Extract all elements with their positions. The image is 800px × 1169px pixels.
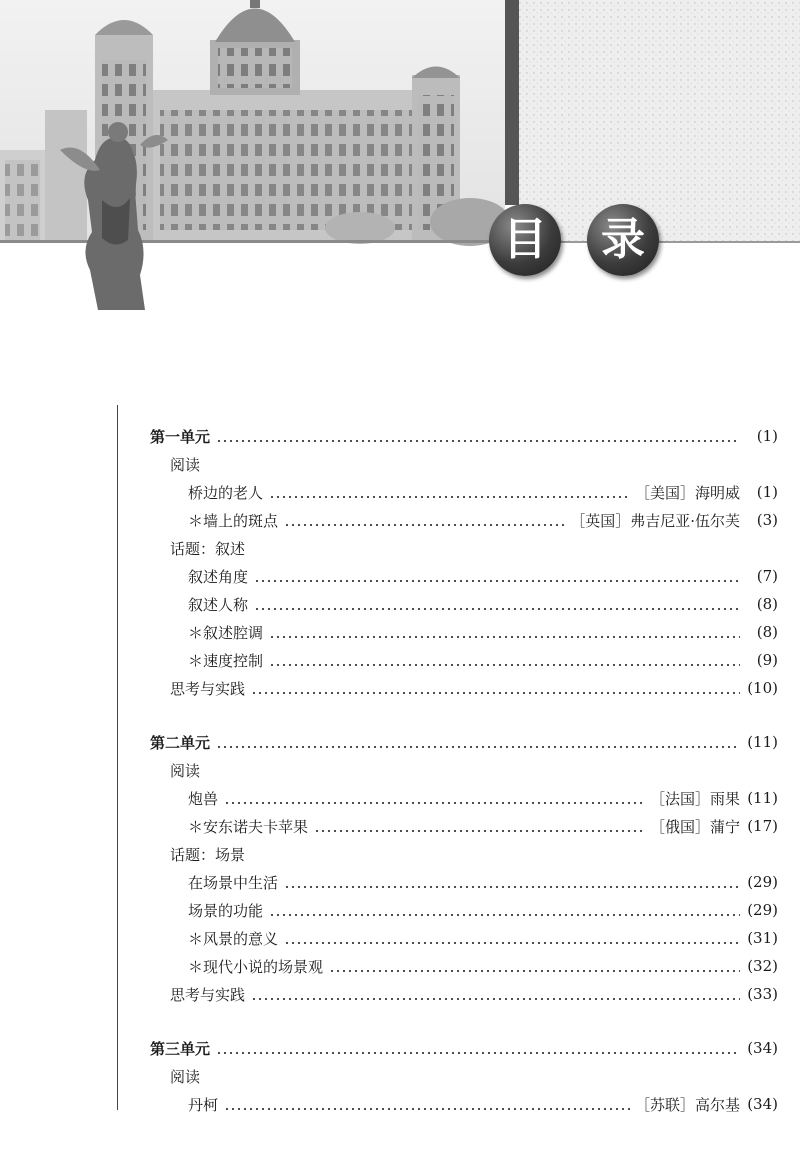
page-number: (8) <box>756 595 778 613</box>
dot-leader <box>314 830 646 832</box>
entry-author: ［法国］雨果 <box>649 789 740 808</box>
dot-leader <box>251 692 740 694</box>
toc-entry[interactable] <box>118 478 778 506</box>
page-number: (10) <box>747 679 778 697</box>
unit-heading[interactable] <box>118 422 778 450</box>
entry-title: 思考与实践 <box>170 679 246 698</box>
section-heading <box>118 840 778 868</box>
dot-leader <box>269 496 631 498</box>
entry-title: 在场景中生活 <box>188 873 279 892</box>
entry-author: ［俄国］蒲宁 <box>649 817 740 836</box>
toc-entry[interactable] <box>118 952 778 980</box>
toc-entry[interactable] <box>118 868 778 896</box>
dot-leader <box>224 1108 631 1110</box>
page-number: (1) <box>756 483 778 501</box>
entry-title: ＊速度控制 <box>188 651 264 670</box>
toc-entry[interactable] <box>118 562 778 590</box>
entry-title: 桥边的老人 <box>188 483 264 502</box>
unit-title: 第二单元 <box>150 733 211 752</box>
unit-heading[interactable] <box>118 1034 778 1062</box>
toc-entry[interactable] <box>118 980 778 1008</box>
toc-entry[interactable] <box>118 590 778 618</box>
page-number: (34) <box>747 1095 778 1113</box>
toc-entry[interactable] <box>118 812 778 840</box>
entry-author: ［苏联］高尔基 <box>634 1095 740 1114</box>
page-number: (29) <box>747 901 778 919</box>
entry-title: 丹柯 <box>188 1095 219 1114</box>
entry-title: 炮兽 <box>188 789 219 808</box>
entry-title: ＊墙上的斑点 <box>188 511 279 530</box>
dot-leader <box>216 440 740 442</box>
title-char-lu: 录 <box>587 204 659 276</box>
page-number: (33) <box>747 985 778 1003</box>
section-heading <box>118 450 778 478</box>
dot-leader <box>269 636 740 638</box>
toc-entry[interactable] <box>118 924 778 952</box>
title-char-mu: 目 <box>489 204 561 276</box>
dot-leader <box>216 746 740 748</box>
entry-title: 思考与实践 <box>170 985 246 1004</box>
unit-title: 第三单元 <box>150 1039 211 1058</box>
section-title: 阅读 <box>170 1067 201 1086</box>
page-number: (32) <box>747 957 778 975</box>
dot-leader <box>251 998 740 1000</box>
page-number: (11) <box>747 789 778 807</box>
section-title: 阅读 <box>170 761 201 780</box>
unit-heading[interactable] <box>118 728 778 756</box>
dot-leader <box>269 914 740 916</box>
toc-entry[interactable] <box>118 506 778 534</box>
entry-title: ＊风景的意义 <box>188 929 279 948</box>
dot-leader <box>254 580 740 582</box>
dot-leader <box>284 886 740 888</box>
toc-entry[interactable] <box>118 896 778 924</box>
page-number: (9) <box>756 651 778 669</box>
page-number: (3) <box>756 511 778 529</box>
entry-title: 叙述人称 <box>188 595 249 614</box>
entry-title: 叙述角度 <box>188 567 249 586</box>
dot-leader <box>224 802 646 804</box>
dot-leader <box>254 608 740 610</box>
toc-entry[interactable] <box>118 784 778 812</box>
dot-leader <box>216 1052 740 1054</box>
dot-leader <box>329 970 740 972</box>
entry-title: ＊安东诺夫卡苹果 <box>188 817 309 836</box>
toc-entry[interactable] <box>118 1090 778 1118</box>
page-number: (11) <box>747 733 778 751</box>
building-photo <box>0 0 800 310</box>
section-title: 话题：场景 <box>170 845 246 864</box>
entry-author: ［英国］弗吉尼亚·伍尔芙 <box>570 511 740 530</box>
entry-author: ［美国］海明威 <box>634 483 740 502</box>
section-heading <box>118 534 778 562</box>
page-number: (31) <box>747 929 778 947</box>
page-number: (34) <box>747 1039 778 1057</box>
page-number: (8) <box>756 623 778 641</box>
page-number: (17) <box>747 817 778 835</box>
toc-entry[interactable] <box>118 646 778 674</box>
toc-entry[interactable] <box>118 618 778 646</box>
dot-leader <box>284 524 566 526</box>
toc-entry[interactable] <box>118 674 778 702</box>
section-heading <box>118 756 778 784</box>
dot-leader <box>269 664 740 666</box>
page-number: (7) <box>756 567 778 585</box>
entry-title: 场景的功能 <box>188 901 264 920</box>
page-header <box>0 0 800 310</box>
entry-title: ＊叙述腔调 <box>188 623 264 642</box>
entry-title: ＊现代小说的场景观 <box>188 957 324 976</box>
page-number: (29) <box>747 873 778 891</box>
unit-title: 第一单元 <box>150 427 211 446</box>
section-title: 阅读 <box>170 455 201 474</box>
section-heading <box>118 1062 778 1090</box>
page-number: (1) <box>756 427 778 445</box>
dot-leader <box>284 942 740 944</box>
section-title: 话题：叙述 <box>170 539 246 558</box>
